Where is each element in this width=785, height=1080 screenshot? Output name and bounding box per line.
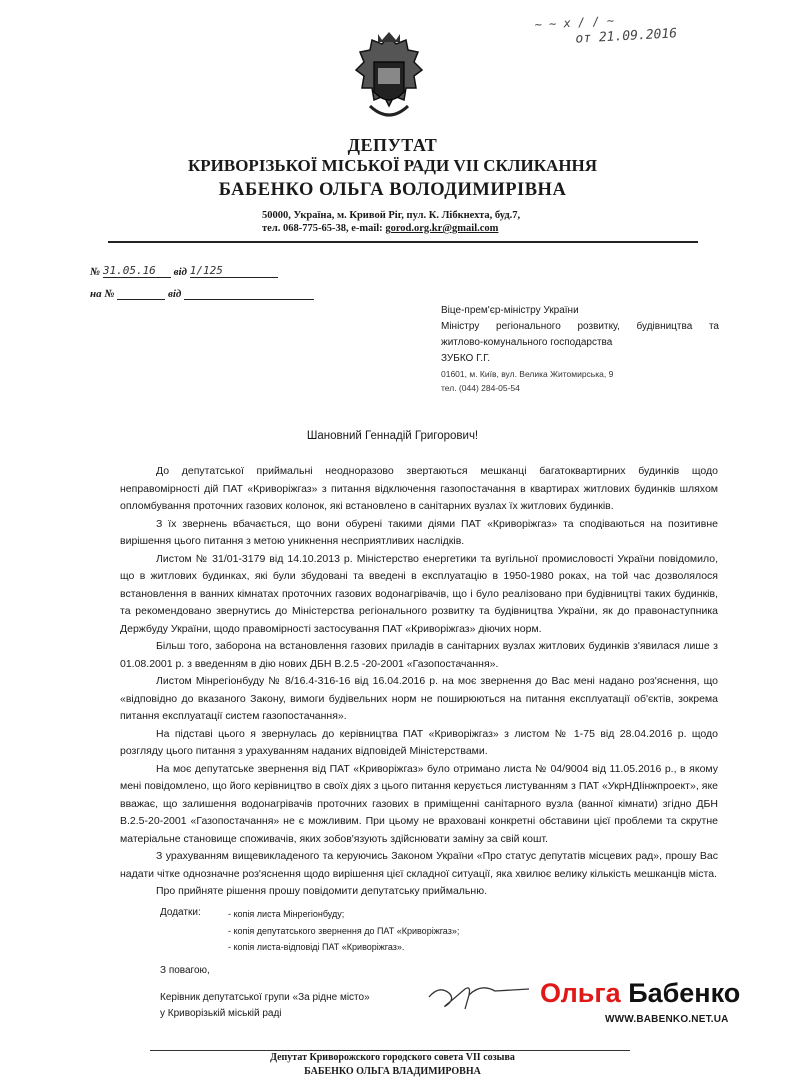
paragraph: Листом № 31/01-3179 від 14.10.2013 р. Міністерство енергетики та вугільної промисловості України повідомило, що в житлових будинках, які були збудовані та введені в експлуатацію в 1950-1980 роках, на той час дозволялося встановлення в ванних кімнатах проточних газових водонагрівачів, що і було реалізовано при будівництві таких будинків, та рекомендовано звернутись до Міністерства регіонального розвитку та будівництва України, як до правонаступника Держбуду України, щодо правомірності застосування ПАТ «Криворіжгаз» діючих норм.: [120, 552, 718, 635]
ref-no-label: №: [90, 266, 101, 278]
paragraph: До депутатської приймальні неодноразово звертаються мешканці багатоквартирних будинків щодо неправомірності дій ПАТ «Криворіжгаз» з питання відключення газопостачання в квартирах житлових будинків шляхом опломбування проточних газових колонок, які встановлено в санітарних вузлах їх житлових будинків.: [120, 465, 718, 512]
ref-on-field: [117, 286, 165, 300]
attachment-item: - копія депутатського звернення до ПАТ «Криворіжгаз»;: [228, 925, 460, 936]
brand-first-name: Ольга: [540, 978, 621, 1008]
ref-from-label: від: [173, 266, 188, 278]
paragraph: На моє депутатське звернення від ПАТ «Криворіжгаз» було отримано листа № 04/9004 від 11.05.2016 р., в якому мені повідомлено, що його керівництво в своїх діях з цього питання керується листуванням з ПАТ «УкрНДІінжпроект», яке вважає, що залишення водонагрівачів проточних газових в приміщенні санітарного вузла (ванної кімнати) згідно ДБН В.2.5-20-2001 «Газопостачання» не є можливим. При цьому не враховані конкретні обставини цієї проблеми та скрутне матеріальне становище споживачів, яких зобов'язують здійснювати заміну за свій кошт.: [120, 762, 718, 845]
paragraph: З урахуванням вищевикладеного та керуючись Законом України «Про статус депутатів місцевих рад», прошу Вас надати чітке однозначне роз'яснення щодо вирішення цієї складної ситуації, яка хвилює велику кількість мешканців міста.: [120, 850, 718, 880]
header-title: ДЕПУТАТ: [347, 135, 438, 155]
header-council: КРИВОРІЗЬКОЇ МІСЬКОЇ РАДИ VII СКЛИКАННЯ: [187, 156, 598, 175]
signatory-title: Керівник депутатської групи «За рідне місто»: [160, 992, 370, 1003]
footer-line-2: БАБЕНКО ОЛЬГА ВЛАДИМИРОВНА: [304, 1066, 481, 1077]
ref-no-value: 31.05.16: [102, 264, 156, 277]
addressee-line-5: 01601, м. Київ, вул. Велика Житомирська, 9: [441, 369, 614, 379]
paragraph: Листом Мінрегіонбуду № 8/16.4-316-16 від 16.04.2016 р. на моє звернення до Вас мені надано роз'яснення, що «відповідно до вказаного Закону, вимоги будівельних норм не поширюються на питання експлуатації об'єктів, зокрема питання експлуатації систем газопостачання».: [120, 675, 718, 722]
footer-divider: [150, 1050, 630, 1051]
ref-from-value: 1/125: [189, 264, 223, 277]
addressee-line-6: тел. (044) 284-05-54: [441, 383, 520, 393]
addressee-line-4: ЗУБКО Г.Г.: [441, 353, 491, 364]
attachments-list: [228, 906, 459, 956]
city-emblem-icon: [348, 32, 430, 132]
attachment-item: - копія листа Мінрегіонбуду;: [228, 909, 345, 919]
ref-on-from-field: [184, 286, 314, 300]
header-address: 50000, Україна, м. Кривой Ріг, пул. К. Лібкнехта, буд.7,: [262, 210, 521, 221]
greeting: Шановний Геннадій Григорович!: [306, 430, 479, 442]
body-text: [120, 463, 718, 901]
attachment-item: - копія листа-відповіді ПАТ «Криворіжгаз».: [228, 942, 405, 952]
header-divider: [108, 241, 698, 243]
addressee-line-1: Віце-прем'єр-міністру України: [441, 305, 579, 316]
stamp-line-1: ~ ~ x / / ~: [534, 13, 615, 32]
attachments-label: Додатки:: [160, 907, 201, 918]
paragraph: З їх звернень вбачається, що вони обурені такими діями ПАТ «Криворіжгаз» та сподіваються на позитивне вирішення цього питання з метою уникнення несприятливих наслідків.: [120, 517, 718, 547]
header-phone: тел. 068-775-65-38, e-mail:: [262, 223, 383, 234]
addressee-line-3: житлово-комунального господарства: [441, 337, 613, 348]
closing-salutation: З повагою,: [160, 965, 210, 976]
ref-on-label: на №: [90, 288, 115, 300]
paragraph: Про прийняте рішення прошу повідомити депутатську приймальню.: [156, 885, 487, 897]
header-email-link[interactable]: gorod.org.kr@gmail.com: [385, 223, 499, 234]
ref-from-field: [190, 264, 278, 278]
ref-no-field: [103, 264, 171, 278]
footer-line-1: Депутат Криворожского городского совета VII созыва: [270, 1052, 515, 1063]
addressee-line-2: Міністру регіонального розвитку, будівництва та: [441, 321, 719, 332]
ref-on-from-label: від: [167, 288, 182, 300]
handwritten-signature: [425, 975, 535, 1015]
signatory-council: у Криворізькій міській раді: [160, 1008, 282, 1019]
stamp-line-2: от 21.09.2016: [575, 26, 678, 47]
addressee-block: [441, 303, 719, 395]
paragraph: На підставі цього я звернулась до керівництва ПАТ «Криворіжгаз» з листом № 1-75 від 28.04.2016 р. щодо розгляду цього питання з урахуванням наданих відповідей Міністерствами.: [120, 727, 718, 757]
incoming-reference: [90, 286, 314, 300]
header-contacts: [262, 223, 498, 234]
brand-url-link[interactable]: WWW.BABENKO.NET.UA: [605, 1014, 729, 1025]
header-deputy-name: БАБЕНКО ОЛЬГА ВОЛОДИМИРІВНА: [218, 180, 567, 200]
registration-stamp: [534, 10, 677, 48]
brand-logo: [540, 978, 740, 1009]
paragraph: Більш того, заборона на встановлення газових приладів в санітарних вузлах житлових будинків з'явилася лише з 01.08.2001 р. з введенням в дію нових ДБН В.2.5 -20-2001 «Газопостачання».: [120, 640, 718, 670]
brand-last-name: Бабенко: [628, 978, 741, 1008]
outgoing-reference: [90, 264, 278, 278]
